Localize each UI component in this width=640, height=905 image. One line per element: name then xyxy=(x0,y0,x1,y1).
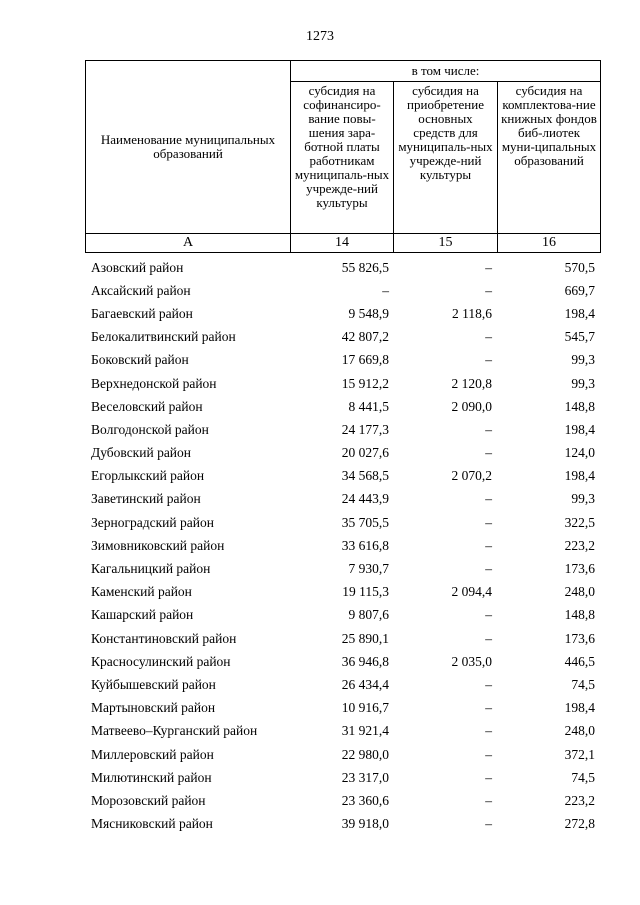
value-col-15: – xyxy=(485,352,492,368)
value-col-14: 35 705,5 xyxy=(341,514,389,530)
value-col-16: 74,5 xyxy=(571,769,595,785)
header-group-label: в том числе: xyxy=(291,61,601,82)
table-row xyxy=(85,488,600,511)
value-col-14: 33 616,8 xyxy=(341,537,389,553)
value-col-15: – xyxy=(485,561,492,577)
value-col-14: 10 916,7 xyxy=(341,700,389,716)
value-col-16: 570,5 xyxy=(564,259,595,275)
district-name: Миллеровский район xyxy=(91,746,214,762)
value-col-14: 42 807,2 xyxy=(341,329,389,345)
district-name: Красносулинский район xyxy=(91,653,231,669)
district-name: Константиновский район xyxy=(91,630,237,646)
value-col-15: 2 118,6 xyxy=(452,305,492,321)
value-col-15: – xyxy=(485,723,492,739)
table-row xyxy=(85,604,600,627)
district-name: Каменский район xyxy=(91,584,192,600)
table-row xyxy=(85,256,600,279)
value-col-16: 223,2 xyxy=(564,537,595,553)
value-col-14: 15 912,2 xyxy=(341,375,389,391)
value-col-16: 372,1 xyxy=(564,746,595,762)
value-col-14: – xyxy=(382,282,389,298)
value-col-15: 2 094,4 xyxy=(451,584,492,600)
table-row xyxy=(85,395,600,418)
header-col-15: субсидия на приобретение основных средств для муниципаль-ных учрежде-ний культуры xyxy=(394,82,498,234)
value-col-15: – xyxy=(485,769,492,785)
table-row xyxy=(85,511,600,534)
value-col-14: 8 441,5 xyxy=(348,398,389,414)
district-name: Егорлыкский район xyxy=(91,468,205,484)
value-col-16: 148,8 xyxy=(564,607,595,623)
value-col-14: 39 918,0 xyxy=(341,816,389,832)
value-col-14: 55 826,5 xyxy=(341,259,389,275)
value-col-15: – xyxy=(485,514,492,530)
value-col-14: 31 921,4 xyxy=(341,723,389,739)
table-row xyxy=(85,650,600,673)
table-row xyxy=(85,372,600,395)
value-col-16: 173,6 xyxy=(564,630,595,646)
table-row xyxy=(85,442,600,465)
value-col-15: – xyxy=(485,792,492,808)
value-col-15: – xyxy=(485,282,492,298)
value-col-15: – xyxy=(485,537,492,553)
header-letter-a: А xyxy=(86,234,291,253)
table-row xyxy=(85,279,600,302)
header-num-15: 15 xyxy=(394,234,498,253)
table-body xyxy=(85,256,600,836)
value-col-14: 25 890,1 xyxy=(341,630,389,646)
district-name: Мартыновский район xyxy=(91,700,216,716)
header-name-column: Наименование муниципальных образований xyxy=(86,61,291,234)
value-col-16: 99,3 xyxy=(571,375,595,391)
value-col-14: 9 548,9 xyxy=(348,305,389,321)
value-col-14: 20 027,6 xyxy=(341,445,389,461)
district-name: Кашарский район xyxy=(91,607,194,623)
value-col-15: – xyxy=(485,630,492,646)
table-row xyxy=(85,302,600,325)
table-row xyxy=(85,813,600,836)
district-name: Матвеево–Курганский район xyxy=(91,723,258,739)
value-col-15: 2 120,8 xyxy=(451,375,492,391)
value-col-16: 322,5 xyxy=(564,514,595,530)
value-col-16: 248,0 xyxy=(564,723,595,739)
table-row xyxy=(85,418,600,441)
value-col-16: 99,3 xyxy=(571,491,595,507)
value-col-15: – xyxy=(485,676,492,692)
value-col-16: 173,6 xyxy=(564,561,595,577)
district-name: Веселовский район xyxy=(91,398,203,414)
value-col-14: 7 930,7 xyxy=(348,561,389,577)
value-col-16: 272,8 xyxy=(564,816,595,832)
value-col-14: 22 980,0 xyxy=(341,746,389,762)
value-col-16: 198,4 xyxy=(564,305,595,321)
value-col-16: 223,2 xyxy=(564,792,595,808)
value-col-14: 17 669,8 xyxy=(341,352,389,368)
value-col-14: 23 317,0 xyxy=(341,769,389,785)
value-col-16: 198,4 xyxy=(564,700,595,716)
value-col-16: 545,7 xyxy=(564,329,595,345)
table-row xyxy=(85,581,600,604)
header-col-14: субсидия на софинансиро-вание повы-шения зара-ботной платы работникам муниципаль-ных учрежде-ний культуры xyxy=(291,82,394,234)
district-name: Милютинский район xyxy=(91,769,212,785)
district-name: Кагальницкий район xyxy=(91,561,211,577)
value-col-16: 669,7 xyxy=(564,282,595,298)
table-row xyxy=(85,557,600,580)
value-col-16: 124,0 xyxy=(564,445,595,461)
value-col-15: – xyxy=(485,329,492,345)
value-col-16: 446,5 xyxy=(564,653,595,669)
value-col-16: 99,3 xyxy=(571,352,595,368)
district-name: Зимовниковский район xyxy=(91,537,225,553)
district-name: Азовский район xyxy=(91,259,184,275)
value-col-14: 36 946,8 xyxy=(341,653,389,669)
district-name: Куйбышевский район xyxy=(91,676,216,692)
table-row xyxy=(85,673,600,696)
district-name: Морозовский район xyxy=(91,792,206,808)
district-name: Зерноградский район xyxy=(91,514,214,530)
value-col-15: – xyxy=(485,491,492,507)
value-col-14: 34 568,5 xyxy=(341,468,389,484)
value-col-15: – xyxy=(485,259,492,275)
table-header xyxy=(85,60,601,253)
district-name: Боковский район xyxy=(91,352,189,368)
table-row xyxy=(85,326,600,349)
value-col-15: – xyxy=(485,445,492,461)
table-row xyxy=(85,349,600,372)
district-name: Дубовский район xyxy=(91,445,192,461)
table-row xyxy=(85,766,600,789)
value-col-14: 9 807,6 xyxy=(348,607,389,623)
value-col-16: 198,4 xyxy=(564,421,595,437)
value-col-16: 248,0 xyxy=(564,584,595,600)
value-col-14: 23 360,6 xyxy=(341,792,389,808)
value-col-14: 24 177,3 xyxy=(341,421,389,437)
district-name: Аксайский район xyxy=(91,282,191,298)
page-number: 1273 xyxy=(306,29,334,44)
value-col-15: – xyxy=(485,607,492,623)
value-col-16: 198,4 xyxy=(564,468,595,484)
table-row xyxy=(85,627,600,650)
value-col-15: – xyxy=(485,700,492,716)
header-num-16: 16 xyxy=(498,234,601,253)
header-num-14: 14 xyxy=(291,234,394,253)
district-name: Верхнедонской район xyxy=(91,375,217,391)
value-col-15: 2 090,0 xyxy=(451,398,492,414)
value-col-16: 148,8 xyxy=(564,398,595,414)
table-row xyxy=(85,743,600,766)
value-col-15: – xyxy=(485,421,492,437)
district-name: Белокалитвинский район xyxy=(91,329,236,345)
district-name: Мясниковский район xyxy=(91,816,213,832)
value-col-14: 26 434,4 xyxy=(341,676,389,692)
value-col-15: – xyxy=(485,746,492,762)
value-col-14: 24 443,9 xyxy=(341,491,389,507)
table-row xyxy=(85,534,600,557)
value-col-15: – xyxy=(485,816,492,832)
district-name: Волгодонской район xyxy=(91,421,209,437)
value-col-16: 74,5 xyxy=(571,676,595,692)
table-row xyxy=(85,697,600,720)
header-col-16: субсидия на комплектова-ние книжных фондов биб-лиотек муни-ципальных образований xyxy=(498,82,601,234)
district-name: Заветинский район xyxy=(91,491,201,507)
table-row xyxy=(85,720,600,743)
table-row xyxy=(85,789,600,812)
district-name: Багаевский район xyxy=(91,305,193,321)
value-col-15: 2 035,0 xyxy=(451,653,492,669)
value-col-15: 2 070,2 xyxy=(451,468,492,484)
table-row xyxy=(85,465,600,488)
value-col-14: 19 115,3 xyxy=(342,584,389,600)
